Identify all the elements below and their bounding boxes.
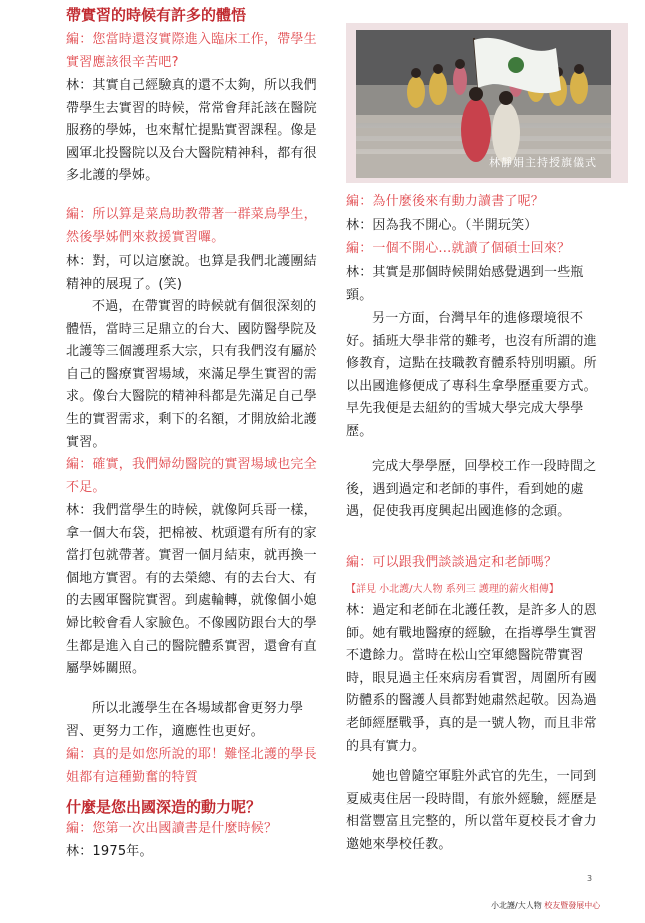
editor-question: 編：一個不開心...就讀了個碩士回來？	[346, 241, 571, 256]
editor-question: 編：您當時還沒實際進入臨床工作，帶學生實習應該很辛苦吧?	[66, 32, 317, 70]
lin-answer: 林：我們當學生的時候，就像阿兵哥一樣，拿一個大布袋，把棉被、枕頭還有所有的家當打包就帶著。實習一個月結束，就再換一個地方實習。有的去榮總、有的去台大、有的去國軍醫院實習。到處輪轉，就像個小媳婦比較會看人家臉色。不像國防跟台大的學生都是進入自己的醫院體系實習，還會有直屬學姊關照。	[66, 503, 317, 677]
editor-question: 編：您第一次出國讀書是什麼時候？	[66, 821, 278, 836]
body-paragraph: 另一方面，台灣早年的進修環境很不好。插班大學非常的難考，也沒有所謂的進修教育，這點在技職教育體系特別明顯。所以出國進修便成了專科生拿學歷重要方式。早先我便是去紐約的雪城大學完成大學學歷。	[346, 311, 597, 439]
lin-answer: 林：過定和老師在北護任教，是許多人的恩師。她有戰地醫療的經驗，在指導學生實習不遺餘力。當時在松山空軍總醫院帶實習時，眼見過主任來病房看實習，周圍所有國防體系的醫護人員都對她肅然起敬。因為過老師經歷戰爭，真的是一號人物，而且非常的具有實力。	[346, 603, 597, 754]
editor-question: 編：所以算是菜鳥助教帶著一群菜鳥學生，然後學姊們來救援實習囉。	[66, 207, 317, 245]
body-paragraph: 所以北護學生在各場域都會更努力學習、更努力工作，適應性也更好。	[66, 701, 304, 739]
footer-org: 校友暨發展中心	[544, 901, 601, 910]
lin-answer: 林：對，可以這麼說。也算是我們北護團結精神的展現了。(笑)	[66, 254, 317, 292]
page-number: 3	[587, 874, 593, 883]
lin-answer: 林：其實自己經驗真的還不太夠，所以我們帶學生去實習的時候，常常會拜託該在醫院服務的學姊，也來幫忙提點實習課程。像是國軍北投醫院以及台大醫院精神科，都有很多北護的學姊。	[66, 78, 317, 184]
lin-answer: 林：其實是那個時候開始感覺遇到一些瓶頸。	[346, 265, 584, 303]
body-paragraph: 她也曾隨空軍駐外武官的先生，一同到夏威夷住居一段時間，有旅外經驗，經歷是相當豐富且完整的，所以當年夏校長才會力邀她來學校任教。	[346, 769, 597, 852]
section-heading-motivation: 什麼是您出國深造的動力呢？	[66, 798, 262, 816]
editor-question: 編：真的是如您所說的耶！難怪北護的學長姐都有這種勤奮的特質	[66, 747, 317, 785]
flag-ceremony-photo	[356, 30, 611, 178]
body-paragraph: 不過，在帶實習的時候就有個很深刻的體悟，當時三足鼎立的台大、國防醫學院及北護等三個護理系大宗，只有我們沒有屬於自己的醫療實習場域，來滿足學生實習的需求。像台大醫院的精神科都是先滿足自己學生的實習需求，剩下的名額，才開放給北護實習。	[66, 299, 317, 450]
related-article-reference: 【詳見 小北護/大人物 系列三 護理的薪火相傳】	[346, 584, 559, 595]
lin-answer: 林：因為我不開心。（半開玩笑）	[346, 218, 538, 233]
photo-frame	[346, 23, 628, 183]
editor-question: 編：為什麼後來有動力讀書了呢？	[346, 194, 545, 209]
lin-answer: 林：1975年。	[66, 844, 153, 859]
page-footer	[491, 900, 600, 911]
editor-question: 編：確實，我們婦幼醫院的實習場域也完全不足。	[66, 457, 317, 495]
footer-series: 小北護/大人物	[491, 901, 542, 910]
body-paragraph: 完成大學學歷，回學校工作一段時間之後，遇到過定和老師的事件，看到她的處遇，促使我再度興起出國進修的念頭。	[346, 459, 597, 520]
editor-question: 編：可以跟我們談談過定和老師嗎？	[346, 555, 558, 570]
photo-caption: 林靜娟主持授旗儀式	[489, 156, 597, 169]
section-heading-internship: 帶實習的時候有許多的體悟	[66, 6, 247, 24]
